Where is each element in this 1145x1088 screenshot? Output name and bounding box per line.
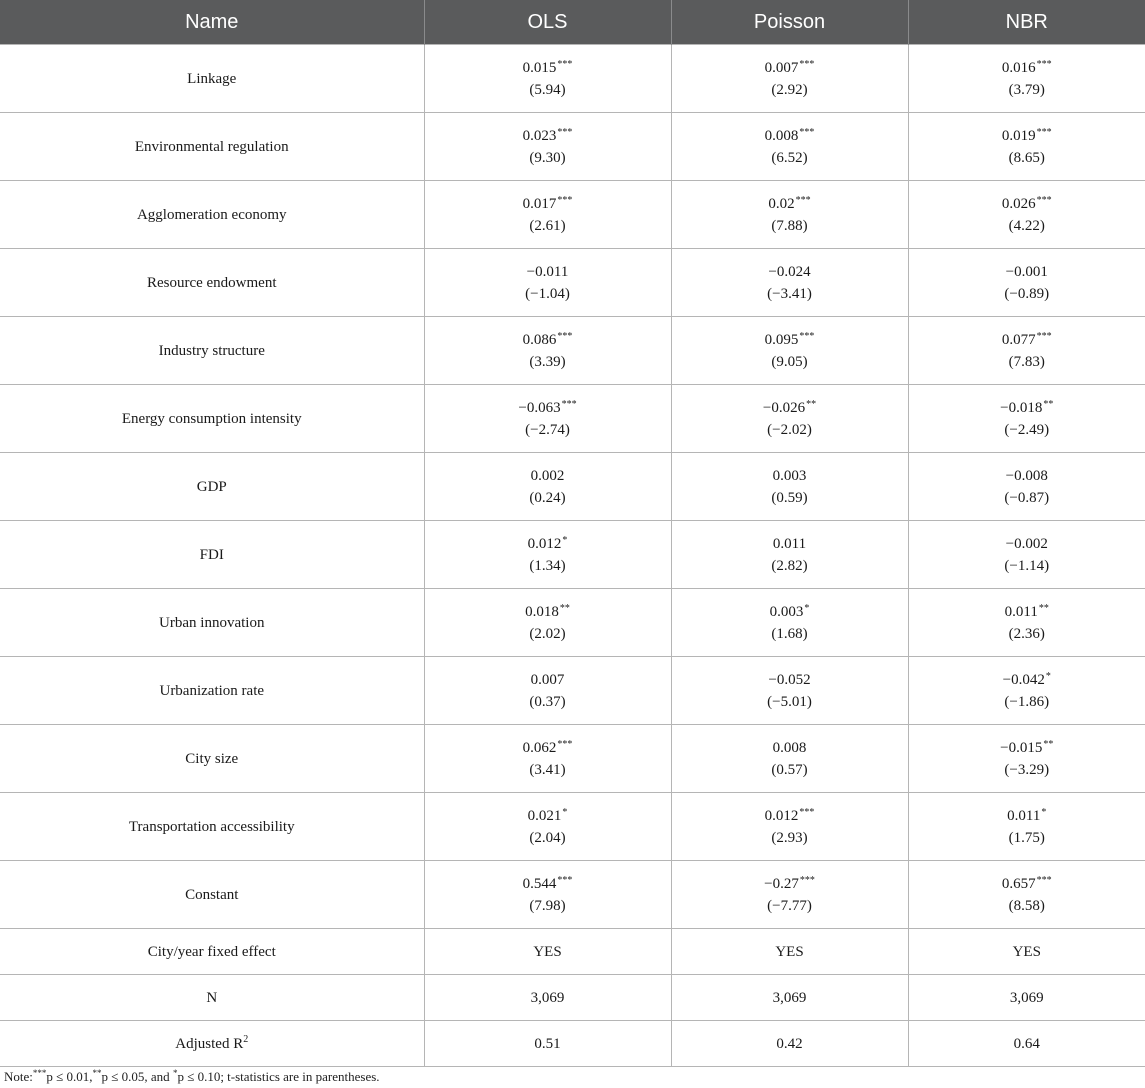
cell-ols	[424, 725, 671, 793]
t-statistic: (3.41)	[529, 761, 566, 778]
t-statistic: (6.52)	[771, 149, 808, 166]
coefficient-line	[909, 397, 1145, 419]
row-label: Resource endowment	[0, 249, 424, 317]
cell-ols	[424, 453, 671, 521]
t-statistic: (2.36)	[1008, 625, 1045, 642]
significance-stars: ***	[557, 738, 573, 750]
coefficient: 0.003	[772, 467, 807, 484]
coefficient: −0.008	[1005, 467, 1048, 484]
note-stars-2: **	[92, 1068, 102, 1078]
cell-ols	[424, 249, 671, 317]
coefficient-line	[425, 669, 671, 691]
coefficient: 0.062	[522, 739, 557, 756]
adjusted-r2-row	[0, 1021, 1145, 1067]
cell-nbr	[908, 317, 1145, 385]
significance-stars: ***	[799, 806, 815, 818]
coefficient-line	[425, 601, 671, 623]
coefficient: 0.023	[522, 127, 557, 144]
t-statistic: (−2.74)	[525, 421, 570, 438]
cell-poisson	[671, 113, 908, 181]
coefficient-line	[909, 261, 1145, 283]
t-statistic: (−1.14)	[1004, 557, 1050, 574]
row-label: GDP	[0, 453, 424, 521]
cell-ols	[424, 793, 671, 861]
significance-stars: **	[1038, 602, 1049, 614]
significance-stars: *	[1045, 670, 1051, 682]
t-statistic: (9.30)	[529, 149, 566, 166]
cell-ols	[424, 45, 671, 113]
note-prefix: Note:	[4, 1069, 33, 1084]
t-statistic: (7.98)	[529, 897, 566, 914]
coefficient-line	[672, 57, 908, 79]
cell-poisson	[671, 317, 908, 385]
coefficient: 0.019	[1001, 127, 1036, 144]
table-row	[0, 317, 1145, 385]
coefficient: 0.007	[764, 59, 799, 76]
cell-nbr	[908, 385, 1145, 453]
t-statistic: (7.83)	[1008, 353, 1045, 370]
t-statistic: (1.75)	[1008, 829, 1045, 846]
coefficient-line	[425, 805, 671, 827]
row-label: Industry structure	[0, 317, 424, 385]
coefficient: −0.026	[762, 399, 806, 416]
coefficient-line	[909, 805, 1145, 827]
significance-stars: ***	[557, 874, 573, 886]
coefficient-line	[909, 669, 1145, 691]
r2-nbr: 0.64	[908, 1021, 1145, 1067]
coefficient: −0.27	[764, 875, 799, 892]
note-stars-1: *	[172, 1068, 178, 1078]
coefficient-line	[672, 397, 908, 419]
significance-stars: ***	[799, 330, 815, 342]
adj-r2-superscript: 2	[243, 1033, 249, 1045]
t-statistic: (4.22)	[1008, 217, 1045, 234]
cell-ols	[424, 181, 671, 249]
significance-stars: *	[804, 602, 810, 614]
row-label: Linkage	[0, 45, 424, 113]
coefficient-line	[909, 329, 1145, 351]
cell-nbr	[908, 793, 1145, 861]
coefficient: −0.001	[1005, 263, 1048, 280]
significance-stars: ***	[1036, 194, 1052, 206]
coefficient-line	[425, 737, 671, 759]
cell-poisson	[671, 521, 908, 589]
significance-stars: **	[1043, 398, 1054, 410]
cell-nbr	[908, 249, 1145, 317]
cell-poisson	[671, 793, 908, 861]
t-statistic: (2.04)	[529, 829, 566, 846]
coefficient-line	[672, 533, 908, 555]
coefficient: 0.02	[768, 195, 795, 212]
coefficient: 0.077	[1001, 331, 1036, 348]
t-statistic: (3.39)	[529, 353, 566, 370]
coefficient: 0.011	[772, 535, 807, 552]
cell-poisson	[671, 589, 908, 657]
coefficient-line	[672, 193, 908, 215]
row-label: City/year fixed effect	[0, 929, 424, 975]
t-statistic: (1.34)	[529, 557, 566, 574]
row-label: Urbanization rate	[0, 657, 424, 725]
cell-poisson	[671, 181, 908, 249]
coefficient-line	[672, 601, 908, 623]
coefficient-line	[425, 261, 671, 283]
coefficient-line	[425, 193, 671, 215]
significance-stars: ***	[795, 194, 811, 206]
coefficient: 0.657	[1001, 875, 1036, 892]
t-statistic: (−0.89)	[1004, 285, 1050, 302]
coefficient: 0.086	[522, 331, 557, 348]
table-row	[0, 181, 1145, 249]
coefficient: 0.015	[522, 59, 557, 76]
cell-poisson	[671, 657, 908, 725]
significance-stars: ***	[1036, 58, 1052, 70]
coefficient: 0.544	[522, 875, 557, 892]
header-nbr: NBR	[908, 0, 1145, 45]
cell-nbr	[908, 45, 1145, 113]
significance-stars: ***	[557, 58, 573, 70]
table-row	[0, 45, 1145, 113]
coefficient-line	[672, 329, 908, 351]
t-statistic: (−1.86)	[1004, 693, 1050, 710]
row-label: N	[0, 975, 424, 1021]
t-statistic: (−7.77)	[767, 897, 812, 914]
coefficient: −0.052	[768, 671, 811, 688]
coefficient: 0.012	[764, 807, 799, 824]
header-poisson: Poisson	[671, 0, 908, 45]
coefficient-line	[425, 465, 671, 487]
fe-ols: YES	[424, 929, 671, 975]
significance-stars: ***	[561, 398, 577, 410]
row-label: Transportation accessibility	[0, 793, 424, 861]
n-row	[0, 975, 1145, 1021]
coefficient-line	[909, 873, 1145, 895]
significance-stars: **	[1043, 738, 1054, 750]
coefficient-line	[909, 737, 1145, 759]
t-statistic: (0.24)	[529, 489, 566, 506]
coefficient-line	[425, 125, 671, 147]
t-statistic: (−2.02)	[767, 421, 812, 438]
n-poisson: 3,069	[671, 975, 908, 1021]
coefficient-line	[672, 465, 908, 487]
note-p3: p ≤ 0.10; t-statistics are in parentheses.	[177, 1069, 380, 1084]
t-statistic: (−3.29)	[1004, 761, 1050, 778]
t-statistic: (−1.04)	[525, 285, 570, 302]
t-statistic: (−3.41)	[767, 285, 812, 302]
t-statistic: (0.37)	[529, 693, 566, 710]
cell-poisson	[671, 725, 908, 793]
t-statistic: (1.68)	[771, 625, 808, 642]
cell-ols	[424, 589, 671, 657]
significance-stars: ***	[1036, 874, 1052, 886]
table-row	[0, 453, 1145, 521]
coefficient: 0.008	[764, 127, 799, 144]
coefficient-line	[672, 805, 908, 827]
coefficient: −0.063	[518, 399, 561, 416]
coefficient-line	[909, 465, 1145, 487]
coefficient-line	[909, 193, 1145, 215]
cell-ols	[424, 657, 671, 725]
t-statistic: (2.92)	[771, 81, 808, 98]
fe-poisson: YES	[671, 929, 908, 975]
cell-poisson	[671, 385, 908, 453]
significance-stars: *	[1041, 806, 1047, 818]
significance-stars: ***	[557, 330, 573, 342]
significance-stars: ***	[799, 874, 815, 886]
row-label: Urban innovation	[0, 589, 424, 657]
coefficient: 0.008	[772, 739, 807, 756]
significance-stars: ***	[1036, 330, 1052, 342]
coefficient: 0.011	[1004, 603, 1038, 620]
coefficient: 0.017	[522, 195, 557, 212]
cell-nbr	[908, 589, 1145, 657]
cell-ols	[424, 385, 671, 453]
table-row	[0, 589, 1145, 657]
t-statistic: (−5.01)	[767, 693, 812, 710]
coefficient: 0.021	[527, 807, 562, 824]
coefficient-line	[425, 57, 671, 79]
t-statistic: (7.88)	[771, 217, 808, 234]
fe-nbr: YES	[908, 929, 1145, 975]
t-statistic: (−2.49)	[1004, 421, 1050, 438]
coefficient: 0.007	[530, 671, 565, 688]
coefficient-line	[909, 533, 1145, 555]
row-label: FDI	[0, 521, 424, 589]
coefficient-line	[672, 125, 908, 147]
significance-stars: *	[562, 534, 568, 546]
t-statistic: (9.05)	[771, 353, 808, 370]
header-row	[0, 0, 1145, 45]
note-stars-3: ***	[32, 1068, 47, 1078]
fixed-effect-row	[0, 929, 1145, 975]
coefficient: 0.026	[1001, 195, 1036, 212]
significance-stars: **	[806, 398, 817, 410]
cell-poisson	[671, 861, 908, 929]
table-note	[4, 1069, 380, 1085]
cell-ols	[424, 113, 671, 181]
row-label: City size	[0, 725, 424, 793]
t-statistic: (0.59)	[771, 489, 808, 506]
coefficient: 0.095	[764, 331, 799, 348]
n-nbr: 3,069	[908, 975, 1145, 1021]
note-p2: p ≤ 0.05, and	[101, 1069, 170, 1084]
coefficient-line	[909, 601, 1145, 623]
row-label: Agglomeration economy	[0, 181, 424, 249]
cell-poisson	[671, 249, 908, 317]
coefficient-line	[672, 669, 908, 691]
cell-nbr	[908, 181, 1145, 249]
header-ols: OLS	[424, 0, 671, 45]
significance-stars: ***	[799, 126, 815, 138]
cell-nbr	[908, 725, 1145, 793]
table-row	[0, 249, 1145, 317]
coefficient-line	[425, 397, 671, 419]
t-statistic: (2.61)	[529, 217, 566, 234]
cell-ols	[424, 521, 671, 589]
coefficient: 0.011	[1007, 807, 1041, 824]
t-statistic: (5.94)	[529, 81, 566, 98]
r2-poisson: 0.42	[671, 1021, 908, 1067]
n-ols: 3,069	[424, 975, 671, 1021]
coefficient: −0.024	[768, 263, 811, 280]
coefficient: 0.003	[769, 603, 804, 620]
coefficient: −0.011	[526, 263, 569, 280]
coefficient-line	[672, 261, 908, 283]
row-label: Environmental regulation	[0, 113, 424, 181]
coefficient: 0.012	[527, 535, 562, 552]
cell-ols	[424, 317, 671, 385]
row-label: Constant	[0, 861, 424, 929]
r2-ols: 0.51	[424, 1021, 671, 1067]
row-label: Energy consumption intensity	[0, 385, 424, 453]
cell-nbr	[908, 453, 1145, 521]
table-row	[0, 521, 1145, 589]
adj-r2-label: Adjusted R	[175, 1035, 244, 1052]
table-row	[0, 385, 1145, 453]
significance-stars: ***	[557, 194, 573, 206]
cell-nbr	[908, 657, 1145, 725]
significance-stars: *	[562, 806, 568, 818]
cell-nbr	[908, 113, 1145, 181]
note-p1: p ≤ 0.01,	[46, 1069, 93, 1084]
coefficient: −0.015	[1000, 739, 1043, 756]
coefficient: 0.016	[1001, 59, 1036, 76]
table-row	[0, 861, 1145, 929]
table-row	[0, 725, 1145, 793]
coefficient: −0.042	[1002, 671, 1045, 688]
coefficient-line	[909, 57, 1145, 79]
cell-poisson	[671, 45, 908, 113]
cell-poisson	[671, 453, 908, 521]
significance-stars: ***	[799, 58, 815, 70]
t-statistic: (−0.87)	[1004, 489, 1050, 506]
t-statistic: (0.57)	[771, 761, 808, 778]
significance-stars: ***	[557, 126, 573, 138]
t-statistic: (2.93)	[771, 829, 808, 846]
t-statistic: (3.79)	[1008, 81, 1045, 98]
header-name: Name	[0, 0, 424, 45]
t-statistic: (2.82)	[771, 557, 808, 574]
t-statistic: (8.65)	[1008, 149, 1045, 166]
table-row	[0, 657, 1145, 725]
t-statistic: (2.02)	[529, 625, 566, 642]
significance-stars: **	[559, 602, 570, 614]
table-row	[0, 793, 1145, 861]
coefficient-line	[672, 873, 908, 895]
table-row	[0, 113, 1145, 181]
coefficient: 0.002	[530, 467, 565, 484]
coefficient-line	[425, 873, 671, 895]
coefficient-line	[425, 533, 671, 555]
coefficient: 0.018	[525, 603, 559, 620]
cell-ols	[424, 861, 671, 929]
coefficient: −0.002	[1005, 535, 1048, 552]
coefficient-line	[909, 125, 1145, 147]
coefficient-line	[672, 737, 908, 759]
cell-nbr	[908, 861, 1145, 929]
significance-stars: ***	[1036, 126, 1052, 138]
coefficient-line	[425, 329, 671, 351]
t-statistic: (8.58)	[1008, 897, 1045, 914]
coefficient: −0.018	[1000, 399, 1043, 416]
row-label	[0, 1021, 424, 1067]
cell-nbr	[908, 521, 1145, 589]
